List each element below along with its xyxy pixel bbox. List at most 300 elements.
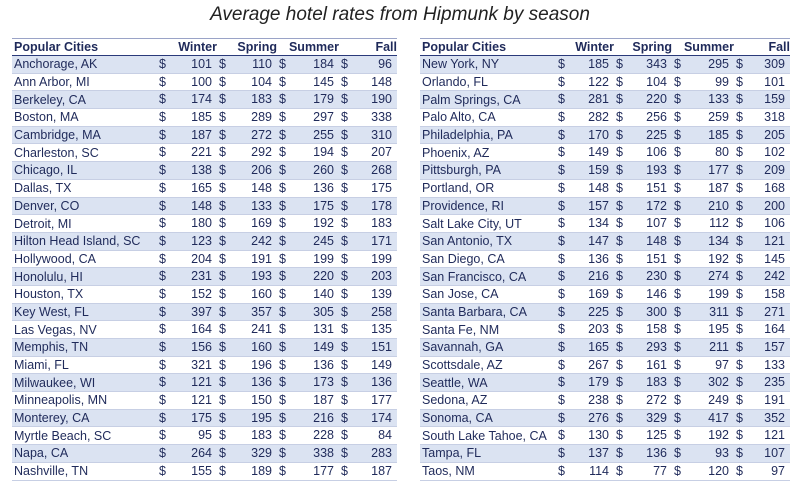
rate-value: 138 bbox=[191, 163, 212, 178]
currency-symbol: $ bbox=[159, 74, 166, 89]
currency-symbol: $ bbox=[219, 127, 226, 142]
rate-cell bbox=[614, 91, 672, 109]
page-title: Average hotel rates from Hipmunk by season bbox=[210, 4, 590, 25]
rate-cell bbox=[217, 392, 277, 410]
currency-symbol: $ bbox=[219, 393, 226, 408]
rate-value: 177 bbox=[371, 393, 392, 408]
rate-value: 160 bbox=[251, 340, 272, 354]
rate-value: 107 bbox=[764, 446, 785, 461]
rate-cell bbox=[734, 462, 790, 480]
table-row bbox=[12, 162, 397, 180]
rate-value: 121 bbox=[764, 233, 785, 248]
rate-cell bbox=[277, 73, 339, 91]
rate-value: 149 bbox=[313, 340, 334, 354]
table-row bbox=[420, 339, 790, 357]
currency-symbol: $ bbox=[616, 410, 623, 425]
currency-symbol: $ bbox=[219, 180, 226, 195]
city-name-cell: Nashville, TN bbox=[12, 462, 157, 480]
city-name-cell: New York, NY bbox=[420, 56, 556, 74]
rate-cell bbox=[614, 392, 672, 410]
currency-symbol: $ bbox=[674, 463, 681, 478]
rate-value: 170 bbox=[588, 127, 609, 142]
rate-value: 130 bbox=[588, 428, 609, 443]
city-name-cell: Denver, CO bbox=[12, 197, 157, 215]
rate-cell bbox=[217, 374, 277, 392]
rate-value: 221 bbox=[191, 145, 212, 160]
rate-cell bbox=[672, 144, 734, 162]
rate-cell bbox=[672, 197, 734, 215]
currency-symbol: $ bbox=[279, 410, 286, 425]
currency-symbol: $ bbox=[219, 74, 226, 89]
table-row bbox=[12, 427, 397, 445]
rate-cell bbox=[614, 215, 672, 233]
rate-value: 235 bbox=[764, 375, 785, 390]
currency-symbol: $ bbox=[558, 233, 565, 248]
currency-symbol: $ bbox=[558, 322, 565, 337]
currency-symbol: $ bbox=[558, 74, 565, 89]
rate-cell bbox=[614, 339, 672, 357]
table-row bbox=[12, 144, 397, 162]
rate-cell bbox=[734, 126, 790, 144]
table-row bbox=[420, 179, 790, 197]
rate-cell bbox=[157, 250, 217, 268]
city-name-cell: Monterey, CA bbox=[12, 409, 157, 427]
rate-cell bbox=[217, 445, 277, 463]
currency-symbol: $ bbox=[558, 198, 565, 213]
rate-cell bbox=[277, 250, 339, 268]
rate-cell bbox=[556, 462, 614, 480]
currency-symbol: $ bbox=[674, 251, 681, 266]
currency-symbol: $ bbox=[159, 198, 166, 213]
rate-cell bbox=[217, 285, 277, 303]
rate-cell bbox=[556, 356, 614, 374]
rate-cell bbox=[277, 91, 339, 109]
rate-value: 293 bbox=[646, 340, 667, 354]
rate-value: 121 bbox=[191, 375, 212, 390]
rate-cell bbox=[672, 56, 734, 74]
city-name-cell: Hollywood, CA bbox=[12, 250, 157, 268]
rate-cell bbox=[556, 374, 614, 392]
table-row bbox=[12, 374, 397, 392]
currency-symbol: $ bbox=[558, 145, 565, 160]
rate-value: 148 bbox=[371, 74, 392, 89]
rate-cell bbox=[217, 126, 277, 144]
rate-value: 151 bbox=[646, 180, 667, 195]
currency-symbol: $ bbox=[159, 269, 166, 284]
rate-cell bbox=[556, 109, 614, 127]
rate-cell bbox=[217, 162, 277, 180]
rate-cell bbox=[217, 56, 277, 74]
rate-cell bbox=[672, 162, 734, 180]
rate-value: 329 bbox=[251, 446, 272, 461]
table-row bbox=[420, 321, 790, 339]
currency-symbol: $ bbox=[558, 163, 565, 178]
table-row bbox=[420, 268, 790, 286]
city-name-cell: Milwaukee, WI bbox=[12, 374, 157, 392]
rate-cell bbox=[277, 162, 339, 180]
currency-symbol: $ bbox=[616, 198, 623, 213]
city-name-cell: Pittsburgh, PA bbox=[420, 162, 556, 180]
city-name-cell: Providence, RI bbox=[420, 197, 556, 215]
city-name-cell: Philadelphia, PA bbox=[420, 126, 556, 144]
currency-symbol: $ bbox=[159, 251, 166, 266]
rate-cell bbox=[339, 232, 397, 250]
rate-cell bbox=[734, 268, 790, 286]
rate-cell bbox=[734, 392, 790, 410]
rate-cell bbox=[614, 73, 672, 91]
rate-value: 151 bbox=[646, 251, 667, 266]
currency-symbol: $ bbox=[736, 74, 743, 89]
rate-value: 136 bbox=[371, 375, 392, 390]
rate-cell bbox=[339, 462, 397, 480]
rate-cell bbox=[734, 356, 790, 374]
rate-cell bbox=[734, 339, 790, 357]
rate-value: 133 bbox=[708, 92, 729, 107]
column-header-winter: Winter bbox=[556, 39, 614, 56]
rate-cell bbox=[339, 374, 397, 392]
rate-cell bbox=[672, 427, 734, 445]
rate-value: 84 bbox=[378, 428, 392, 443]
city-name-cell: Palm Springs, CA bbox=[420, 91, 556, 109]
rate-cell bbox=[217, 179, 277, 197]
currency-symbol: $ bbox=[616, 127, 623, 142]
rate-value: 177 bbox=[313, 463, 334, 478]
rate-cell bbox=[277, 268, 339, 286]
rate-value: 97 bbox=[771, 463, 785, 478]
rate-value: 156 bbox=[191, 340, 212, 354]
table-row bbox=[12, 445, 397, 463]
rate-cell bbox=[672, 409, 734, 427]
rate-cell bbox=[672, 462, 734, 480]
rate-cell bbox=[556, 91, 614, 109]
city-name-cell: Hilton Head Island, SC bbox=[12, 232, 157, 250]
rate-cell bbox=[277, 215, 339, 233]
rate-cell bbox=[277, 445, 339, 463]
currency-symbol: $ bbox=[279, 286, 286, 301]
rate-cell bbox=[157, 285, 217, 303]
rate-cell bbox=[277, 126, 339, 144]
column-header-summer: Summer bbox=[672, 39, 734, 56]
rate-value: 183 bbox=[251, 428, 272, 443]
rate-cell bbox=[339, 250, 397, 268]
column-header-winter: Winter bbox=[157, 39, 217, 56]
rate-cell bbox=[217, 462, 277, 480]
currency-symbol: $ bbox=[341, 163, 348, 178]
rate-cell bbox=[734, 427, 790, 445]
rate-cell bbox=[734, 374, 790, 392]
currency-symbol: $ bbox=[279, 145, 286, 160]
currency-symbol: $ bbox=[616, 269, 623, 284]
rate-cell bbox=[157, 109, 217, 127]
rate-value: 271 bbox=[764, 304, 785, 319]
currency-symbol: $ bbox=[279, 216, 286, 231]
currency-symbol: $ bbox=[279, 393, 286, 408]
rate-cell bbox=[277, 303, 339, 321]
currency-symbol: $ bbox=[219, 375, 226, 390]
rate-cell bbox=[217, 268, 277, 286]
currency-symbol: $ bbox=[279, 463, 286, 478]
rate-value: 123 bbox=[191, 233, 212, 248]
column-header-spring: Spring bbox=[217, 39, 277, 56]
currency-symbol: $ bbox=[616, 393, 623, 408]
currency-symbol: $ bbox=[159, 357, 166, 372]
rate-cell bbox=[157, 356, 217, 374]
city-name-cell: Sonoma, CA bbox=[420, 409, 556, 427]
rate-cell bbox=[339, 356, 397, 374]
rate-value: 225 bbox=[646, 127, 667, 142]
rate-value: 184 bbox=[313, 57, 334, 71]
rate-cell bbox=[614, 445, 672, 463]
currency-symbol: $ bbox=[736, 92, 743, 107]
currency-symbol: $ bbox=[279, 92, 286, 107]
table-row bbox=[12, 409, 397, 427]
currency-symbol: $ bbox=[279, 110, 286, 125]
city-name-cell: Anchorage, AK bbox=[12, 56, 157, 74]
rate-cell bbox=[277, 374, 339, 392]
rate-cell bbox=[339, 197, 397, 215]
rate-value: 133 bbox=[764, 357, 785, 372]
rate-value: 203 bbox=[588, 322, 609, 337]
currency-symbol: $ bbox=[616, 340, 623, 354]
currency-symbol: $ bbox=[159, 340, 166, 354]
city-name-cell: Detroit, MI bbox=[12, 215, 157, 233]
rate-value: 180 bbox=[191, 216, 212, 231]
rate-value: 185 bbox=[588, 57, 609, 71]
rate-value: 191 bbox=[251, 251, 272, 266]
city-name-cell: Key West, FL bbox=[12, 303, 157, 321]
currency-symbol: $ bbox=[736, 304, 743, 319]
table-row bbox=[420, 215, 790, 233]
city-name-cell: Orlando, FL bbox=[420, 73, 556, 91]
rate-cell bbox=[672, 303, 734, 321]
rate-cell bbox=[734, 303, 790, 321]
rate-value: 131 bbox=[313, 322, 334, 337]
rate-cell bbox=[734, 73, 790, 91]
currency-symbol: $ bbox=[558, 286, 565, 301]
currency-symbol: $ bbox=[159, 57, 166, 71]
rate-cell bbox=[339, 268, 397, 286]
rate-cell bbox=[277, 109, 339, 127]
currency-symbol: $ bbox=[674, 57, 681, 71]
rate-cell bbox=[277, 462, 339, 480]
rate-value: 77 bbox=[653, 463, 667, 478]
rate-cell bbox=[556, 392, 614, 410]
rate-cell bbox=[672, 268, 734, 286]
column-header-summer: Summer bbox=[277, 39, 339, 56]
currency-symbol: $ bbox=[616, 357, 623, 372]
rate-value: 338 bbox=[313, 446, 334, 461]
table-row bbox=[420, 126, 790, 144]
currency-symbol: $ bbox=[558, 375, 565, 390]
rate-value: 169 bbox=[251, 216, 272, 231]
rate-value: 276 bbox=[588, 410, 609, 425]
rate-value: 165 bbox=[588, 340, 609, 354]
rate-value: 175 bbox=[313, 198, 334, 213]
currency-symbol: $ bbox=[616, 251, 623, 266]
rate-value: 174 bbox=[191, 92, 212, 107]
rate-cell bbox=[672, 285, 734, 303]
currency-symbol: $ bbox=[558, 393, 565, 408]
rate-value: 101 bbox=[191, 57, 212, 71]
table-row bbox=[12, 232, 397, 250]
rate-value: 192 bbox=[708, 251, 729, 266]
rate-cell bbox=[672, 392, 734, 410]
city-name-cell: Savannah, GA bbox=[420, 339, 556, 357]
rate-value: 175 bbox=[371, 180, 392, 195]
rate-value: 204 bbox=[191, 251, 212, 266]
rate-cell bbox=[672, 321, 734, 339]
currency-symbol: $ bbox=[219, 216, 226, 231]
rate-value: 150 bbox=[251, 393, 272, 408]
table-row bbox=[12, 73, 397, 91]
rate-value: 93 bbox=[715, 446, 729, 461]
rate-value: 148 bbox=[251, 180, 272, 195]
rate-cell bbox=[614, 374, 672, 392]
rate-cell bbox=[556, 285, 614, 303]
currency-symbol: $ bbox=[279, 304, 286, 319]
rate-cell bbox=[217, 91, 277, 109]
rate-cell bbox=[734, 409, 790, 427]
currency-symbol: $ bbox=[219, 233, 226, 248]
rate-cell bbox=[157, 268, 217, 286]
currency-symbol: $ bbox=[341, 304, 348, 319]
rate-value: 179 bbox=[588, 375, 609, 390]
rate-cell bbox=[277, 356, 339, 374]
rate-cell bbox=[277, 56, 339, 74]
city-name-cell: Portland, OR bbox=[420, 179, 556, 197]
city-name-cell: San Diego, CA bbox=[420, 250, 556, 268]
rate-cell bbox=[614, 250, 672, 268]
rate-cell bbox=[672, 91, 734, 109]
currency-symbol: $ bbox=[341, 446, 348, 461]
column-header-city: Popular Cities bbox=[12, 39, 157, 56]
rate-value: 225 bbox=[588, 304, 609, 319]
table-row bbox=[420, 250, 790, 268]
table-header-row bbox=[420, 39, 790, 56]
rate-value: 114 bbox=[589, 463, 609, 478]
rate-cell bbox=[339, 445, 397, 463]
currency-symbol: $ bbox=[558, 463, 565, 478]
rate-value: 159 bbox=[588, 163, 609, 178]
rate-value: 302 bbox=[708, 375, 729, 390]
currency-symbol: $ bbox=[159, 375, 166, 390]
rate-cell bbox=[277, 144, 339, 162]
currency-symbol: $ bbox=[219, 446, 226, 461]
table-row bbox=[420, 356, 790, 374]
rate-cell bbox=[217, 339, 277, 357]
rate-value: 147 bbox=[588, 233, 609, 248]
currency-symbol: $ bbox=[674, 233, 681, 248]
rate-cell bbox=[672, 179, 734, 197]
table-row bbox=[420, 303, 790, 321]
rate-cell bbox=[672, 356, 734, 374]
currency-symbol: $ bbox=[159, 233, 166, 248]
rate-cell bbox=[339, 126, 397, 144]
rate-value: 161 bbox=[646, 357, 667, 372]
table-row bbox=[12, 215, 397, 233]
rate-cell bbox=[672, 374, 734, 392]
rate-cell bbox=[556, 427, 614, 445]
rate-value: 295 bbox=[708, 57, 729, 71]
rate-cell bbox=[734, 179, 790, 197]
rate-cell bbox=[556, 56, 614, 74]
table-row bbox=[12, 356, 397, 374]
currency-symbol: $ bbox=[616, 163, 623, 178]
rate-value: 164 bbox=[191, 322, 212, 337]
rate-cell bbox=[556, 232, 614, 250]
rate-value: 268 bbox=[371, 163, 392, 178]
currency-symbol: $ bbox=[341, 322, 348, 337]
city-name-cell: Berkeley, CA bbox=[12, 91, 157, 109]
rate-value: 145 bbox=[313, 74, 334, 89]
currency-symbol: $ bbox=[558, 428, 565, 443]
currency-symbol: $ bbox=[279, 74, 286, 89]
currency-symbol: $ bbox=[159, 393, 166, 408]
rate-cell bbox=[217, 427, 277, 445]
city-name-cell: Phoenix, AZ bbox=[420, 144, 556, 162]
rate-value: 245 bbox=[313, 233, 334, 248]
rate-value: 193 bbox=[251, 269, 272, 284]
rate-cell bbox=[339, 215, 397, 233]
currency-symbol: $ bbox=[159, 163, 166, 178]
rate-cell bbox=[556, 215, 614, 233]
currency-symbol: $ bbox=[558, 110, 565, 125]
table-header-row bbox=[12, 39, 397, 56]
table-row bbox=[420, 109, 790, 127]
currency-symbol: $ bbox=[736, 393, 743, 408]
currency-symbol: $ bbox=[674, 322, 681, 337]
rate-value: 192 bbox=[708, 428, 729, 443]
rate-value: 193 bbox=[646, 163, 667, 178]
rate-cell bbox=[734, 445, 790, 463]
city-name-cell: Santa Barbara, CA bbox=[420, 303, 556, 321]
table-row bbox=[420, 427, 790, 445]
rate-value: 183 bbox=[646, 375, 667, 390]
rate-value: 102 bbox=[764, 145, 785, 160]
rate-value: 309 bbox=[764, 57, 785, 71]
currency-symbol: $ bbox=[341, 410, 348, 425]
city-name-cell: Taos, NM bbox=[420, 462, 556, 480]
rate-cell bbox=[339, 392, 397, 410]
rate-value: 185 bbox=[708, 127, 729, 142]
currency-symbol: $ bbox=[219, 428, 226, 443]
rate-value: 110 bbox=[252, 57, 272, 71]
rate-cell bbox=[157, 339, 217, 357]
currency-symbol: $ bbox=[341, 340, 348, 354]
rate-value: 256 bbox=[646, 110, 667, 125]
rate-cell bbox=[277, 427, 339, 445]
currency-symbol: $ bbox=[219, 269, 226, 284]
currency-symbol: $ bbox=[616, 375, 623, 390]
rate-value: 136 bbox=[313, 357, 334, 372]
rate-cell bbox=[734, 250, 790, 268]
currency-symbol: $ bbox=[558, 127, 565, 142]
currency-symbol: $ bbox=[674, 269, 681, 284]
rate-cell bbox=[157, 462, 217, 480]
table-row bbox=[12, 303, 397, 321]
rate-cell bbox=[734, 144, 790, 162]
table-row bbox=[12, 91, 397, 109]
rate-cell bbox=[734, 91, 790, 109]
currency-symbol: $ bbox=[736, 233, 743, 248]
rate-value: 96 bbox=[378, 57, 392, 71]
table-row bbox=[420, 144, 790, 162]
rate-cell bbox=[614, 285, 672, 303]
rate-cell bbox=[672, 73, 734, 91]
currency-symbol: $ bbox=[279, 127, 286, 142]
rate-cell bbox=[157, 56, 217, 74]
table-row bbox=[12, 56, 397, 74]
